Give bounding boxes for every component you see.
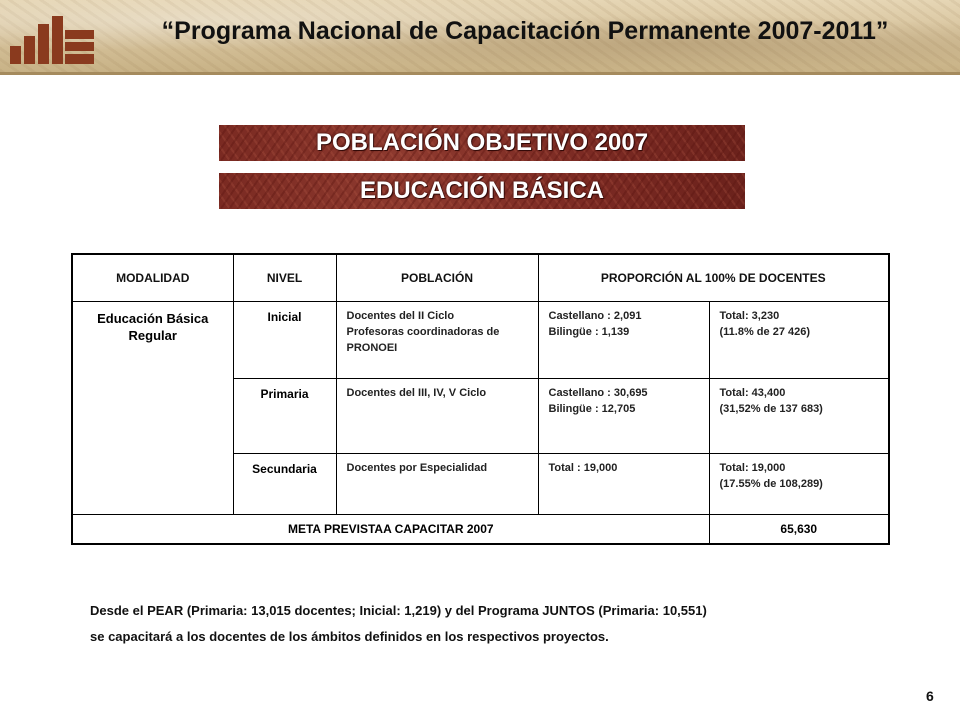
poblacion-line: Docentes por Especialidad bbox=[346, 462, 488, 474]
header-modalidad: MODALIDAD bbox=[72, 254, 233, 302]
slide-title: “Programa Nacional de Capacitación Permanente 2007-2011” bbox=[161, 17, 889, 45]
page-number: 6 bbox=[926, 688, 934, 704]
meta-value: 65,630 bbox=[709, 515, 889, 545]
total-cell bbox=[709, 379, 889, 454]
poblacion-line: Docentes del III, IV, V Ciclo bbox=[346, 387, 487, 399]
bar-logo-icon bbox=[10, 16, 94, 64]
total-value: Total: 3,230 bbox=[719, 310, 780, 322]
poblacion-cell bbox=[336, 379, 538, 454]
total-percent: (31,52% de 137 683) bbox=[719, 403, 823, 415]
meta-label: META PREVISTAA CAPACITAR 2007 bbox=[72, 515, 709, 545]
total-cell bbox=[709, 454, 889, 515]
poblacion-line: Profesoras coordinadoras de PRONOEI bbox=[346, 326, 500, 354]
modalidad-cell: Educación Básica Regular bbox=[72, 302, 233, 515]
total-percent: (17.55% de 108,289) bbox=[719, 478, 823, 490]
poblacion-line: Docentes del II Ciclo bbox=[346, 310, 455, 322]
bilingue-value: Bilingüe : 12,705 bbox=[548, 403, 636, 415]
header-nivel: NIVEL bbox=[233, 254, 336, 302]
bilingue-value: Bilingüe : 1,139 bbox=[548, 326, 630, 338]
nivel-cell: Primaria bbox=[233, 379, 336, 454]
total-value: Total: 43,400 bbox=[719, 387, 786, 399]
proporcion-cell bbox=[538, 454, 709, 515]
poblacion-cell bbox=[336, 454, 538, 515]
nivel-cell: Secundaria bbox=[233, 454, 336, 515]
footer-line: Desde el PEAR (Primaria: 13,015 docentes; Inicial: 1,219) y del Programa JUNTOS (Primaria: 10,551) bbox=[90, 603, 707, 618]
table-row bbox=[72, 302, 889, 379]
footer-note bbox=[90, 598, 910, 650]
total-value: Total: 19,000 bbox=[719, 462, 786, 474]
header-poblacion: POBLACIÓN bbox=[336, 254, 538, 302]
banner-poblacion-objetivo: POBLACIÓN OBJETIVO 2007 bbox=[219, 125, 745, 161]
header-bar bbox=[0, 0, 960, 75]
proporcion-cell bbox=[538, 379, 709, 454]
poblacion-cell bbox=[336, 302, 538, 379]
proporcion-cell bbox=[538, 302, 709, 379]
nivel-cell: Inicial bbox=[233, 302, 336, 379]
total-secundaria-value: Total : 19,000 bbox=[548, 462, 618, 474]
header-proporcion: PROPORCIÓN AL 100% DE DOCENTES bbox=[538, 254, 889, 302]
castellano-value: Castellano : 2,091 bbox=[548, 310, 642, 322]
banner-educacion-basica: EDUCACIÓN BÁSICA bbox=[219, 173, 745, 209]
poblacion-table bbox=[71, 253, 890, 545]
total-percent: (11.8% de 27 426) bbox=[719, 326, 811, 338]
total-cell bbox=[709, 302, 889, 379]
footer-line: se capacitará a los docentes de los ámbitos definidos en los respectivos proyectos. bbox=[90, 629, 609, 644]
meta-row bbox=[72, 515, 889, 545]
castellano-value: Castellano : 30,695 bbox=[548, 387, 648, 399]
